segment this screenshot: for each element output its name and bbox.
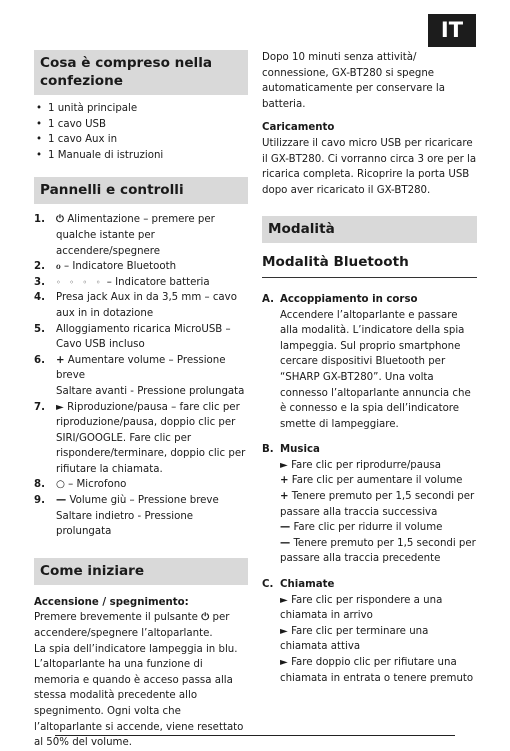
pairing-section (262, 292, 477, 432)
call-item (280, 624, 477, 655)
control-item (34, 477, 248, 493)
item-text: – Indicatore Bluetooth (64, 261, 177, 273)
minus-icon: — (56, 495, 67, 507)
item-text: Alimentazione – premere per qualche istante per accendere/spegnere (56, 214, 215, 257)
list-item: • 1 cavo Aux in (34, 132, 248, 148)
item-number: 5. (34, 323, 45, 335)
plus-icon: + (56, 354, 65, 366)
control-item (34, 275, 248, 291)
onoff-heading: Accensione / spegnimento: (34, 596, 189, 608)
battery-leds-icon: ◦ ◦ ◦ ◦ (56, 277, 104, 287)
section-modes-title: Modalità (262, 216, 477, 243)
section-letter: B. (262, 444, 274, 456)
box-contents-list (34, 101, 248, 163)
onoff-text-part: per accendere/spegnere l’altoparlante. (34, 612, 230, 640)
call-item-text: Fare clic per terminare una chiamata attiva (280, 625, 429, 653)
calls-section (262, 577, 477, 686)
plus-icon: + (280, 491, 289, 503)
controls-list (34, 212, 248, 539)
item-number: 4. (34, 292, 45, 304)
section-letter: C. (262, 579, 274, 591)
charging-paragraph: Utilizzare il cavo micro USB per ricaricare il GX-BT280. Ci vorranno circa 3 ore per la ricarica completa. Ricoprire la porta USB dopo aver ricaricato il GX-BT280. (262, 137, 477, 196)
item-text: Presa jack Aux in da 3,5 mm – cavo aux in in dotazione (56, 292, 237, 319)
play-icon: ► (56, 401, 64, 413)
auto-off-paragraph: Dopo 10 minuti senza attività/ connessione, GX-BT280 si spegne automaticamente per conservare la batteria. (262, 52, 445, 110)
music-item-text: Fare clic per riprodurre/pausa (291, 459, 441, 471)
item-number: 9. (34, 495, 45, 507)
call-item (280, 655, 477, 686)
charging-heading: Caricamento (262, 122, 335, 134)
music-item (280, 536, 477, 567)
music-section (262, 442, 477, 567)
item-number: 8. (34, 479, 45, 491)
footer-rule (55, 735, 455, 736)
music-item-text: Tenere premuto per 1,5 secondi per passare alla traccia successiva (280, 491, 475, 518)
music-item (280, 489, 477, 520)
item-extra: Saltare indietro - Pressione prolungata (56, 510, 194, 538)
call-item (280, 593, 477, 624)
list-item: • 1 cavo USB (34, 117, 248, 133)
control-item (34, 290, 248, 321)
item-text: Riproduzione/pausa – fare clic per riproduzione/pausa, doppio clic per SIRI/GOOGLE. Fare clic per rispondere/terminare, doppio clic per rifiutare la chiamata. (56, 401, 246, 475)
calls-title: Chiamate (280, 579, 335, 591)
section-getting-started-title: Come iniziare (34, 558, 248, 585)
music-item (280, 458, 477, 474)
music-item-text: Tenere premuto per 1,5 secondi per passare alla traccia precedente (280, 537, 476, 565)
minus-icon: — (280, 522, 291, 534)
onoff-text-part: Premere brevemente il pulsante (34, 612, 198, 624)
control-item (34, 493, 248, 540)
music-item (280, 520, 477, 536)
section-box-contents-title: Cosa è compreso nella confezione (34, 50, 248, 95)
control-item (34, 259, 248, 275)
pairing-title: Accoppiamento in corso (280, 293, 418, 305)
language-tab: IT (428, 14, 476, 47)
control-item (34, 400, 248, 478)
power-icon: ⏻ (201, 612, 210, 624)
item-number: 7. (34, 401, 45, 413)
play-icon: ► (280, 625, 288, 637)
music-item (280, 473, 477, 489)
item-text: – Indicatore batteria (106, 276, 210, 288)
plus-icon: + (280, 475, 289, 487)
music-title: Musica (280, 444, 320, 456)
onoff-paragraph: La spia dell’indicatore lampeggia in blu. L’altoparlante ha una funzione di memoria e quando è acceso passa alla stessa modalità precedente allo spegnimento. Ogni volta che l’altoparlante si accende, viene resettato al 50% del volume. (34, 643, 244, 749)
music-item-text: Fare clic per ridurre il volume (293, 522, 443, 534)
left-column (34, 50, 248, 751)
item-text: – Microfono (68, 479, 127, 491)
list-item: • 1 unità principale (34, 101, 248, 117)
onoff-text (34, 610, 248, 641)
section-letter: A. (262, 293, 274, 305)
control-item (34, 212, 248, 259)
item-extra: Saltare avanti - Pressione prolungata (56, 385, 245, 397)
item-number: 3. (34, 276, 45, 288)
bluetooth-mode-title: Modalità Bluetooth (262, 255, 477, 278)
power-icon: ⏻ (56, 214, 65, 226)
call-item-text: Fare doppio clic per rifiutare una chiamata in entrata o tenere premuto (280, 657, 474, 684)
list-item: • 1 Manuale di istruzioni (34, 148, 248, 164)
play-icon: ► (280, 459, 288, 471)
music-item-text: Fare clic per aumentare il volume (291, 475, 463, 487)
item-text: Aumentare volume – Pressione breve (56, 354, 226, 382)
item-text: Alloggiamento ricarica MicroUSB – Cavo USB incluso (56, 323, 231, 351)
item-number: 6. (34, 354, 45, 366)
microphone-icon: ○ (56, 479, 65, 491)
control-item (34, 353, 248, 400)
play-icon: ► (280, 594, 288, 606)
item-number: 2. (34, 261, 45, 273)
bluetooth-icon: ℴ (56, 261, 61, 273)
item-text: Volume giù – Pressione breve (69, 495, 219, 507)
pairing-text: Accendere l’altoparlante e passare alla modalità. L’indicatore della spia lampeggia. Sul proprio smartphone cercare dispositivi Bluetooth per “SHARP GX-BT280”. Una volta connesso l’altoparlante annuncia che è connesso e la spia dell’indicatore smette di lampeggiare. (280, 309, 471, 430)
right-column (262, 50, 477, 686)
section-panels-title: Pannelli e controlli (34, 177, 248, 204)
item-number: 1. (34, 214, 45, 226)
control-item (34, 322, 248, 353)
play-icon: ► (280, 657, 288, 668)
call-item-text: Fare clic per rispondere a una chiamata in arrivo (280, 594, 443, 622)
minus-icon: — (280, 537, 291, 549)
